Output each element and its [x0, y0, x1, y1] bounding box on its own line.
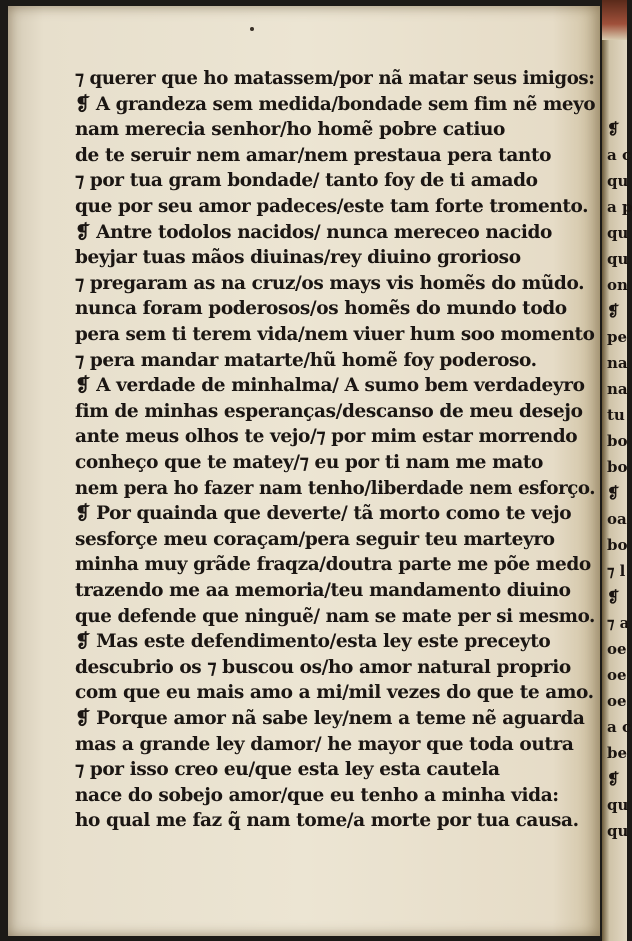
text-line: conheço que te matey/⁊ eu por ti nam me mato — [75, 452, 543, 473]
text-line: que defende que ninguẽ/ nam se mate per si mesmo. — [75, 605, 596, 627]
facing-text-fragment: a p — [607, 198, 632, 216]
text-line: de te seruir nem amar/nem prestaua pera tanto — [75, 144, 552, 166]
text-line: descubrio os ⁊ buscou os/ho amor natural proprio — [75, 656, 571, 678]
facing-text-fragment: a c — [607, 146, 632, 164]
text-line: ❡ A verdade de minhalma/ A sumo bem verdadeyro — [75, 375, 585, 397]
book-page — [8, 6, 600, 936]
facing-text-fragment: pe — [607, 328, 628, 346]
facing-page-top — [602, 0, 627, 40]
facing-text-fragment: ❡ — [607, 770, 620, 788]
facing-text-fragment: ⁊ l — [607, 562, 626, 580]
facing-text-fragment: a c — [607, 718, 632, 736]
text-line: ❡ Mas este defendimento/esta ley este preceyto — [75, 631, 551, 653]
text-line: pera sem ti terem vida/nem viuer hum soo momento — [75, 324, 595, 345]
facing-text-fragment: qu — [607, 224, 629, 242]
facing-text-fragment: tu — [607, 406, 625, 424]
text-line: mas a grande ley damor/ he mayor que toda outra — [75, 733, 574, 755]
facing-text-fragment: na — [607, 380, 628, 398]
text-line: ⁊ querer que ho matassem/por nã matar seus imigos: — [75, 68, 595, 89]
facing-text-fragment: on — [607, 276, 628, 294]
text-line: ❡ Antre todolos nacidos/ nunca mereceo nacido — [75, 221, 552, 243]
text-line: nunca foram poderosos/os homẽs do mundo todo — [75, 298, 567, 320]
text-line: nam merecia senhor/ho homẽ pobre catiuo — [75, 119, 505, 141]
text-line: ⁊ pera mandar matarte/hũ homẽ foy poderoso. — [75, 349, 537, 371]
facing-text-fragment: ⁊ a — [607, 614, 630, 632]
facing-text-fragment: qu — [607, 822, 629, 840]
facing-text-fragment: qu — [607, 250, 629, 268]
text-line: ante meus olhos te vejo/⁊ por mim estar morrendo — [75, 426, 578, 448]
text-line: que por seu amor padeces/este tam forte tromento. — [75, 196, 589, 217]
facing-text-fragment: be — [607, 744, 628, 762]
facing-page-edge — [602, 0, 632, 941]
text-line: nem pera ho fazer nam tenho/liberdade nem esforço. — [75, 477, 596, 499]
text-line: beyjar tuas mãos diuinas/rey diuino grorioso — [75, 247, 521, 269]
facing-text-fragment: oe — [607, 692, 627, 710]
facing-text-fragment: oa — [607, 510, 627, 528]
text-line: ❡ Por quainda que deverte/ tã morto como te vejo — [75, 503, 572, 525]
facing-text-fragment: ❡ — [607, 120, 620, 138]
facing-text-fragment: ❡ — [607, 484, 620, 502]
facing-text-fragment: oe — [607, 640, 627, 658]
text-line: trazendo me aa memoria/teu mandamento diuino — [75, 580, 571, 601]
text-line: ❡ Porque amor nã sabe ley/nem a teme nẽ aguarda — [75, 708, 585, 729]
facing-text-fragment: qu — [607, 172, 629, 190]
facing-text-fragment: qu — [607, 796, 629, 814]
text-line: ⁊ por isso creo eu/que esta ley esta cautela — [75, 759, 500, 781]
facing-text-fragment: ❡ — [607, 588, 620, 606]
facing-text-fragment: ❡ — [607, 302, 620, 320]
text-line: ho qual me faz q̃ nam tome/a morte por tua causa. — [75, 810, 579, 832]
text-line: com que eu mais amo a mi/mil vezes do que te amo. — [75, 682, 594, 704]
text-line: ❡ A grandeza sem medida/bondade sem fim nẽ meyo — [75, 93, 596, 115]
facing-text-fragment: na — [607, 354, 628, 372]
text-line: ⁊ por tua gram bondade/ tanto foy de ti amado — [75, 170, 538, 192]
text-line: ⁊ pregaram as na cruz/os mays vis homẽs do mũdo. — [75, 272, 585, 294]
facing-text-fragment: oe — [607, 666, 627, 684]
text-line: minha muy grãde fraqza/doutra parte me põe medo — [75, 554, 591, 576]
text-line: fim de minhas esperanças/descanso de meu desejo — [75, 400, 583, 422]
text-line: sesforçe meu coraçam/pera seguir teu marteyro — [75, 528, 555, 550]
facing-text-fragment: bo — [607, 536, 628, 554]
facing-text-fragment: bo — [607, 432, 628, 450]
facing-text-fragment: bo — [607, 458, 628, 476]
ink-dot — [250, 27, 254, 31]
text-line: nace do sobejo amor/que eu tenho a minha vida: — [75, 784, 559, 806]
